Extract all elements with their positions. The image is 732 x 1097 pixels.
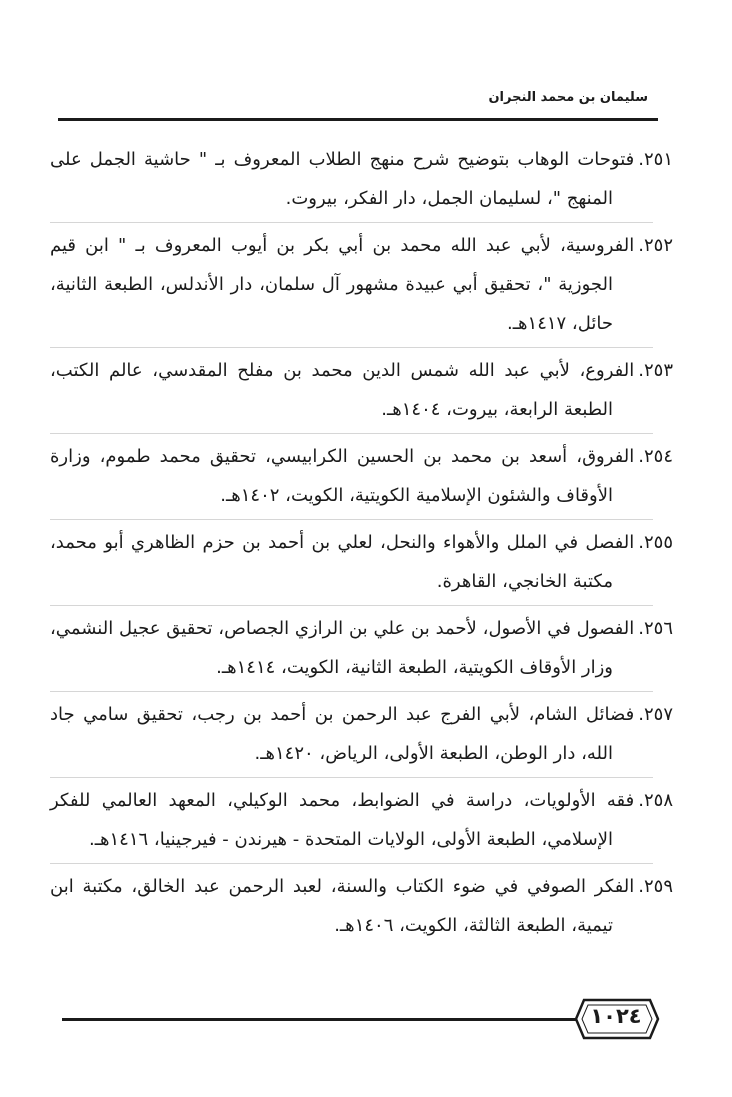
header-rule xyxy=(58,118,658,121)
footer-rule xyxy=(62,1018,576,1021)
page-number: ١٠٢٤ xyxy=(590,1004,642,1028)
entry-text: الفروسية، لأبي عبد الله محمد بن أبي بكر بن أيوب المعروف بـ " ابن قيم الجوزية "، تحقيق أبي عبيدة مشهور آل سلمان، دار الأندلس، الطبعة الثانية، حائل، ١٤١٧هـ. xyxy=(50,235,635,334)
entry-divider xyxy=(50,863,653,864)
entry-number: ٢٥٧. xyxy=(638,704,673,725)
entry-text: الفروق، أسعد بن محمد بن الحسين الكرابيسي، تحقيق محمد طموم، وزارة الأوقاف والشئون الإسلامية الكويتية، الكويت، ١٤٠٢هـ. xyxy=(50,446,635,506)
bibliography-entry xyxy=(50,695,673,773)
entry-number: ٢٥٤. xyxy=(638,446,673,467)
entry-text: فتوحات الوهاب بتوضيح شرح منهج الطلاب المعروف بـ " حاشية الجمل على المنهج "، لسليمان الجمل، دار الفكر، بيروت. xyxy=(50,149,635,209)
bibliography-entry xyxy=(50,781,673,859)
entry-number: ٢٥٣. xyxy=(638,360,673,381)
entry-text: فضائل الشام، لأبي الفرج عبد الرحمن بن أحمد بن رجب، تحقيق سامي جاد الله، دار الوطن، الطبعة الأولى، الرياض، ١٤٢٠هـ. xyxy=(50,704,635,764)
entry-number: ٢٥٥. xyxy=(638,532,673,553)
entry-number: ٢٥٩. xyxy=(638,876,673,897)
bibliography-entry xyxy=(50,523,673,601)
bibliography-entry xyxy=(50,140,673,218)
entry-text: فقه الأولويات، دراسة في الضوابط، محمد الوكيلي، المعهد العالمي للفكر الإسلامي، الطبعة الأولى، الولايات المتحدة - هيرندن - فيرجينيا، ١٤١٦هـ. xyxy=(50,790,635,850)
bibliography-entry xyxy=(50,226,673,343)
entry-divider xyxy=(50,519,653,520)
entry-number: ٢٥٨. xyxy=(638,790,673,811)
entry-divider xyxy=(50,347,653,348)
entry-divider xyxy=(50,433,653,434)
entry-divider xyxy=(50,222,653,223)
bibliography-entry xyxy=(50,437,673,515)
running-header-author: سليمان بن محمد النجران xyxy=(488,90,648,105)
entry-text: الفصل في الملل والأهواء والنحل، لعلي بن أحمد بن حزم الظاهري أبو محمد، مكتبة الخانجي، القاهرة. xyxy=(50,532,635,592)
entry-text: الفصول في الأصول، لأحمد بن علي بن الرازي الجصاص، تحقيق عجيل النشمي، وزار الأوقاف الكويتية، الطبعة الثانية، الكويت، ١٤١٤هـ. xyxy=(50,618,635,678)
entry-text: الفروع، لأبي عبد الله شمس الدين محمد بن مفلح المقدسي، عالم الكتب، الطبعة الرابعة، بيروت، ١٤٠٤هـ. xyxy=(50,360,635,420)
bibliography-entry xyxy=(50,609,673,687)
entry-divider xyxy=(50,605,653,606)
bibliography-entry xyxy=(50,867,673,945)
bibliography-list xyxy=(50,140,673,949)
entry-divider xyxy=(50,777,653,778)
entry-text: الفكر الصوفي في ضوء الكتاب والسنة، لعبد الرحمن عبد الخالق، مكتبة ابن تيمية، الطبعة الثالثة، الكويت، ١٤٠٦هـ. xyxy=(50,876,635,936)
entry-divider xyxy=(50,691,653,692)
bibliography-entry xyxy=(50,351,673,429)
entry-number: ٢٥٦. xyxy=(638,618,673,639)
entry-number: ٢٥١. xyxy=(638,149,673,170)
entry-number: ٢٥٢. xyxy=(638,235,673,256)
